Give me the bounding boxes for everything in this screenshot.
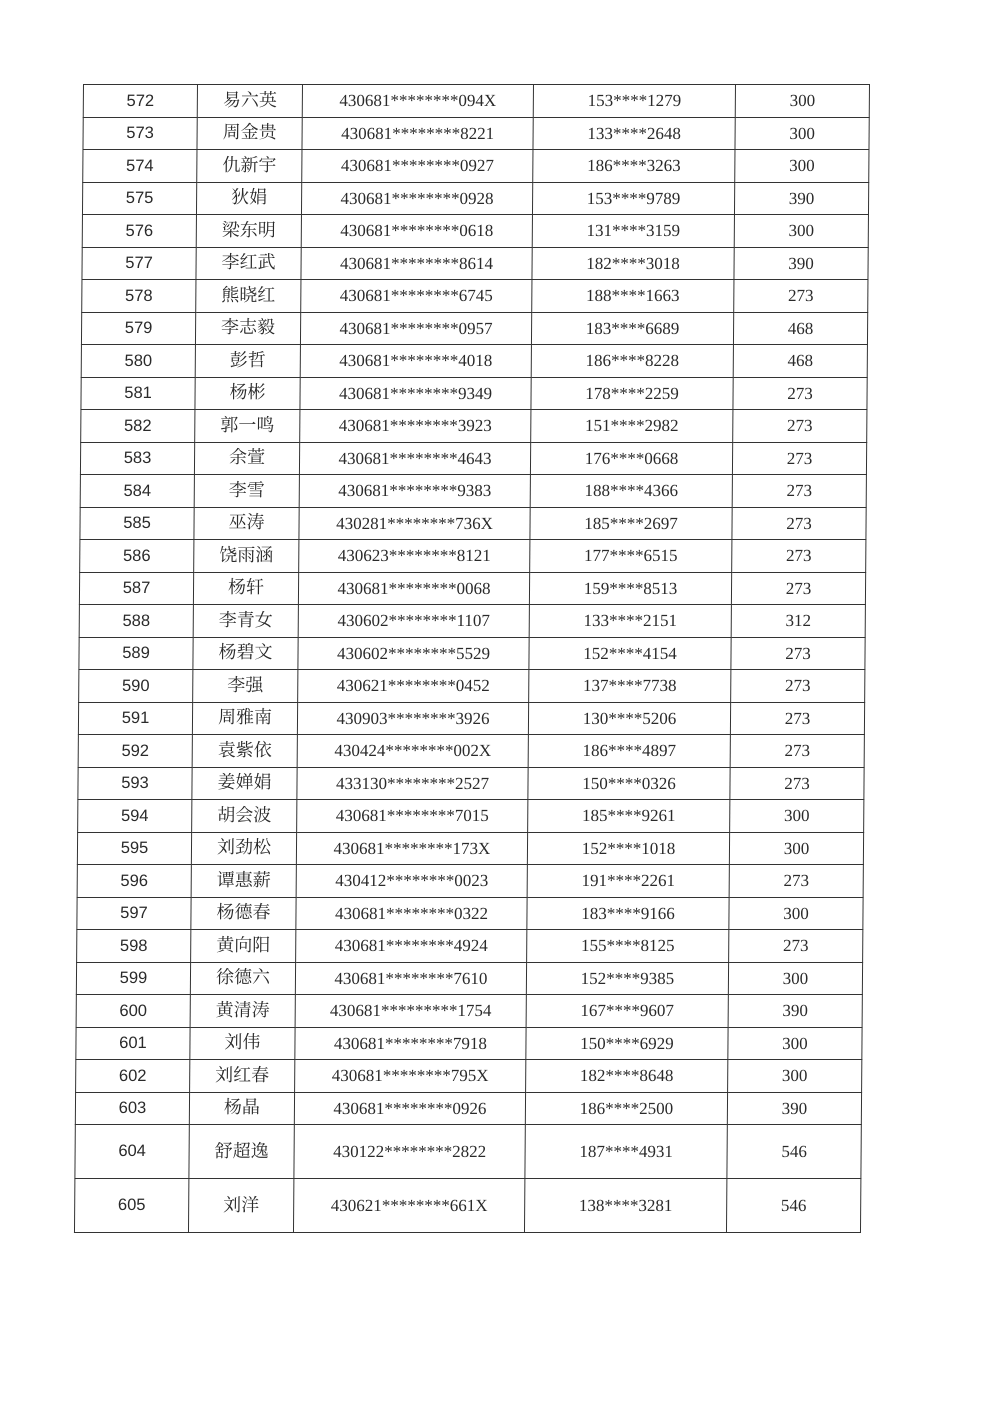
amount-cell: 273 bbox=[729, 930, 863, 963]
name-cell: 杨彬 bbox=[195, 377, 300, 410]
id-number-cell: 430681********0927 bbox=[302, 150, 533, 183]
amount-cell: 546 bbox=[727, 1125, 861, 1179]
serial-number-cell: 589 bbox=[79, 637, 193, 670]
serial-number-cell: 582 bbox=[81, 410, 195, 443]
amount-cell: 300 bbox=[729, 897, 863, 930]
serial-number-cell: 578 bbox=[82, 280, 196, 313]
table-row bbox=[81, 377, 867, 410]
serial-number-cell: 595 bbox=[77, 832, 191, 865]
id-number-cell: 430621********661X bbox=[293, 1179, 524, 1233]
amount-cell: 300 bbox=[728, 962, 862, 995]
phone-cell: 152****9385 bbox=[526, 962, 728, 995]
serial-number-cell: 605 bbox=[74, 1179, 188, 1233]
amount-cell: 300 bbox=[728, 1060, 862, 1093]
phone-cell: 167****9607 bbox=[526, 995, 728, 1028]
amount-cell: 300 bbox=[735, 85, 869, 118]
amount-cell: 273 bbox=[731, 572, 865, 605]
name-cell: 余萱 bbox=[194, 442, 299, 475]
id-number-cell: 430623********8121 bbox=[299, 540, 530, 573]
serial-number-cell: 585 bbox=[80, 507, 194, 540]
phone-cell: 188****1663 bbox=[532, 280, 734, 313]
serial-number-cell: 596 bbox=[77, 865, 191, 898]
amount-cell: 390 bbox=[728, 995, 862, 1028]
name-cell: 易六英 bbox=[197, 85, 302, 118]
amount-cell: 273 bbox=[733, 377, 867, 410]
table-row bbox=[77, 865, 863, 898]
amount-cell: 468 bbox=[733, 312, 867, 345]
name-cell: 狄娟 bbox=[196, 182, 301, 215]
name-cell: 周金贵 bbox=[197, 117, 302, 150]
name-cell: 熊晓红 bbox=[196, 280, 301, 313]
phone-cell: 178****2259 bbox=[531, 377, 733, 410]
name-cell: 饶雨涵 bbox=[194, 540, 299, 573]
serial-number-cell: 602 bbox=[76, 1060, 190, 1093]
phone-cell: 151****2982 bbox=[531, 410, 733, 443]
phone-cell: 153****1279 bbox=[533, 85, 735, 118]
serial-number-cell: 577 bbox=[82, 247, 196, 280]
id-number-cell: 430681********6745 bbox=[301, 280, 532, 313]
phone-cell: 131****3159 bbox=[532, 215, 734, 248]
table-row bbox=[76, 1060, 862, 1093]
amount-cell: 273 bbox=[734, 280, 868, 313]
amount-cell: 468 bbox=[733, 345, 867, 378]
name-cell: 刘红春 bbox=[190, 1060, 295, 1093]
phone-cell: 133****2151 bbox=[529, 605, 731, 638]
name-cell: 巫涛 bbox=[194, 507, 299, 540]
phone-cell: 130****5206 bbox=[528, 702, 730, 735]
id-number-cell: 430681********0322 bbox=[296, 897, 527, 930]
phone-cell: 176****0668 bbox=[530, 442, 732, 475]
table-row bbox=[77, 897, 863, 930]
table-row bbox=[80, 475, 866, 508]
phone-cell: 138****3281 bbox=[524, 1179, 726, 1233]
amount-cell: 312 bbox=[731, 605, 865, 638]
id-number-cell: 430602********1107 bbox=[298, 605, 529, 638]
id-number-cell: 430424********002X bbox=[297, 735, 528, 768]
table-row bbox=[76, 962, 862, 995]
id-number-cell: 430602********5529 bbox=[298, 637, 529, 670]
id-number-cell: 430281********736X bbox=[299, 507, 530, 540]
name-cell: 胡会波 bbox=[192, 800, 297, 833]
serial-number-cell: 576 bbox=[82, 215, 196, 248]
phone-cell: 191****2261 bbox=[527, 865, 729, 898]
serial-number-cell: 588 bbox=[79, 605, 193, 638]
serial-number-cell: 592 bbox=[78, 735, 192, 768]
id-number-cell: 430412********0023 bbox=[296, 865, 527, 898]
id-number-cell: 430122********2822 bbox=[294, 1125, 525, 1179]
amount-cell: 273 bbox=[731, 637, 865, 670]
amount-cell: 300 bbox=[730, 800, 864, 833]
table-row bbox=[79, 637, 865, 670]
id-number-cell: 430681********8221 bbox=[302, 117, 533, 150]
id-number-cell: 430681********4924 bbox=[296, 930, 527, 963]
phone-cell: 185****2697 bbox=[530, 507, 732, 540]
table-row bbox=[83, 150, 869, 183]
id-number-cell: 430681********0068 bbox=[298, 572, 529, 605]
amount-cell: 273 bbox=[730, 735, 864, 768]
serial-number-cell: 601 bbox=[76, 1027, 190, 1060]
table-row bbox=[80, 540, 866, 573]
serial-number-cell: 579 bbox=[81, 312, 195, 345]
phone-cell: 186****4897 bbox=[528, 735, 730, 768]
table-row bbox=[81, 312, 867, 345]
table-row bbox=[75, 1125, 861, 1179]
table-row bbox=[77, 832, 863, 865]
serial-number-cell: 584 bbox=[80, 475, 194, 508]
amount-cell: 273 bbox=[729, 865, 863, 898]
id-number-cell: 430681********0926 bbox=[294, 1092, 525, 1125]
serial-number-cell: 604 bbox=[75, 1125, 189, 1179]
serial-number-cell: 575 bbox=[82, 182, 196, 215]
name-cell: 黄向阳 bbox=[191, 930, 296, 963]
name-cell: 仇新宇 bbox=[197, 150, 302, 183]
phone-cell: 182****3018 bbox=[532, 247, 734, 280]
amount-cell: 273 bbox=[730, 767, 864, 800]
phone-cell: 152****1018 bbox=[527, 832, 729, 865]
serial-number-cell: 603 bbox=[75, 1092, 189, 1125]
id-number-cell: 430681********0928 bbox=[301, 182, 532, 215]
name-cell: 刘伟 bbox=[190, 1027, 295, 1060]
id-number-cell: 430681********7015 bbox=[297, 800, 528, 833]
table-row bbox=[83, 85, 869, 118]
name-cell: 徐德六 bbox=[190, 962, 295, 995]
serial-number-cell: 583 bbox=[80, 442, 194, 475]
table-row bbox=[80, 507, 866, 540]
amount-cell: 273 bbox=[732, 475, 866, 508]
amount-cell: 390 bbox=[734, 182, 868, 215]
phone-cell: 177****6515 bbox=[530, 540, 732, 573]
phone-cell: 159****8513 bbox=[529, 572, 731, 605]
name-cell: 李红武 bbox=[196, 247, 301, 280]
table-row bbox=[82, 182, 868, 215]
phone-cell: 185****9261 bbox=[528, 800, 730, 833]
name-cell: 姜婵娟 bbox=[192, 767, 297, 800]
serial-number-cell: 574 bbox=[83, 150, 197, 183]
table-row bbox=[81, 345, 867, 378]
amount-cell: 546 bbox=[726, 1179, 860, 1233]
serial-number-cell: 573 bbox=[83, 117, 197, 150]
phone-cell: 188****4366 bbox=[530, 475, 732, 508]
amount-cell: 300 bbox=[734, 215, 868, 248]
id-number-cell: 430681********795X bbox=[295, 1060, 526, 1093]
name-cell: 刘洋 bbox=[188, 1179, 293, 1233]
serial-number-cell: 581 bbox=[81, 377, 195, 410]
id-number-cell: 430681********8614 bbox=[301, 247, 532, 280]
name-cell: 杨轩 bbox=[193, 572, 298, 605]
phone-cell: 133****2648 bbox=[533, 117, 735, 150]
table-body bbox=[74, 85, 869, 1233]
table-row bbox=[78, 767, 864, 800]
amount-cell: 273 bbox=[730, 702, 864, 735]
table-row bbox=[80, 442, 866, 475]
name-cell: 杨晶 bbox=[189, 1092, 294, 1125]
phone-cell: 137****7738 bbox=[529, 670, 731, 703]
table-row bbox=[78, 800, 864, 833]
name-cell: 李雪 bbox=[194, 475, 299, 508]
name-cell: 刘劲松 bbox=[191, 832, 296, 865]
id-number-cell: 430681********9349 bbox=[300, 377, 531, 410]
serial-number-cell: 572 bbox=[83, 85, 197, 118]
phone-cell: 186****8228 bbox=[531, 345, 733, 378]
phone-cell: 183****6689 bbox=[531, 312, 733, 345]
table-row bbox=[79, 670, 865, 703]
serial-number-cell: 600 bbox=[76, 995, 190, 1028]
serial-number-cell: 590 bbox=[79, 670, 193, 703]
phone-cell: 152****4154 bbox=[529, 637, 731, 670]
table-row bbox=[83, 117, 869, 150]
name-cell: 周雅南 bbox=[192, 702, 297, 735]
serial-number-cell: 586 bbox=[80, 540, 194, 573]
table-row bbox=[77, 930, 863, 963]
name-cell: 梁东明 bbox=[196, 215, 301, 248]
phone-cell: 183****9166 bbox=[527, 897, 729, 930]
phone-cell: 150****0326 bbox=[528, 767, 730, 800]
amount-cell: 273 bbox=[732, 540, 866, 573]
name-cell: 李志毅 bbox=[195, 312, 300, 345]
amount-cell: 390 bbox=[734, 247, 868, 280]
amount-cell: 273 bbox=[731, 670, 865, 703]
phone-cell: 182****8648 bbox=[526, 1060, 728, 1093]
table-row bbox=[79, 572, 865, 605]
amount-cell: 300 bbox=[735, 117, 869, 150]
name-cell: 郭一鸣 bbox=[195, 410, 300, 443]
name-cell: 黄清涛 bbox=[190, 995, 295, 1028]
serial-number-cell: 599 bbox=[76, 962, 190, 995]
phone-cell: 150****6929 bbox=[526, 1027, 728, 1060]
table-row bbox=[74, 1179, 860, 1233]
name-cell: 彭哲 bbox=[195, 345, 300, 378]
phone-cell: 186****2500 bbox=[525, 1092, 727, 1125]
id-number-cell: 430681********7610 bbox=[295, 962, 526, 995]
name-cell: 杨德春 bbox=[191, 897, 296, 930]
recipient-table bbox=[74, 84, 870, 1233]
phone-cell: 153****9789 bbox=[532, 182, 734, 215]
id-number-cell: 430681********4643 bbox=[299, 442, 530, 475]
table-row bbox=[82, 215, 868, 248]
name-cell: 舒超逸 bbox=[189, 1125, 294, 1179]
serial-number-cell: 593 bbox=[78, 767, 192, 800]
id-number-cell: 430681*********1754 bbox=[295, 995, 526, 1028]
amount-cell: 273 bbox=[733, 410, 867, 443]
phone-cell: 186****3263 bbox=[533, 150, 735, 183]
serial-number-cell: 594 bbox=[78, 800, 192, 833]
table-row bbox=[76, 1027, 862, 1060]
serial-number-cell: 591 bbox=[78, 702, 192, 735]
serial-number-cell: 587 bbox=[79, 572, 193, 605]
name-cell: 谭惠薪 bbox=[191, 865, 296, 898]
id-number-cell: 430621********0452 bbox=[298, 670, 529, 703]
id-number-cell: 430681********0618 bbox=[301, 215, 532, 248]
amount-cell: 273 bbox=[732, 507, 866, 540]
amount-cell: 300 bbox=[729, 832, 863, 865]
serial-number-cell: 580 bbox=[81, 345, 195, 378]
id-number-cell: 430681********094X bbox=[302, 85, 533, 118]
id-number-cell: 430681********173X bbox=[296, 832, 527, 865]
table-row bbox=[79, 605, 865, 638]
id-number-cell: 433130********2527 bbox=[297, 767, 528, 800]
amount-cell: 300 bbox=[735, 150, 869, 183]
table-row bbox=[82, 280, 868, 313]
amount-cell: 390 bbox=[727, 1092, 861, 1125]
table-row bbox=[78, 702, 864, 735]
id-number-cell: 430681********7918 bbox=[295, 1027, 526, 1060]
table-row bbox=[81, 410, 867, 443]
amount-cell: 300 bbox=[728, 1027, 862, 1060]
name-cell: 袁紫依 bbox=[192, 735, 297, 768]
serial-number-cell: 597 bbox=[77, 897, 191, 930]
id-number-cell: 430681********9383 bbox=[299, 475, 530, 508]
id-number-cell: 430681********0957 bbox=[300, 312, 531, 345]
table-row bbox=[76, 995, 862, 1028]
serial-number-cell: 598 bbox=[77, 930, 191, 963]
id-number-cell: 430903********3926 bbox=[297, 702, 528, 735]
name-cell: 李强 bbox=[193, 670, 298, 703]
phone-cell: 155****8125 bbox=[527, 930, 729, 963]
table-row bbox=[82, 247, 868, 280]
phone-cell: 187****4931 bbox=[525, 1125, 727, 1179]
id-number-cell: 430681********4018 bbox=[300, 345, 531, 378]
id-number-cell: 430681********3923 bbox=[300, 410, 531, 443]
name-cell: 杨碧文 bbox=[193, 637, 298, 670]
amount-cell: 273 bbox=[732, 442, 866, 475]
table-row bbox=[75, 1092, 861, 1125]
name-cell: 李青女 bbox=[193, 605, 298, 638]
table-row bbox=[78, 735, 864, 768]
